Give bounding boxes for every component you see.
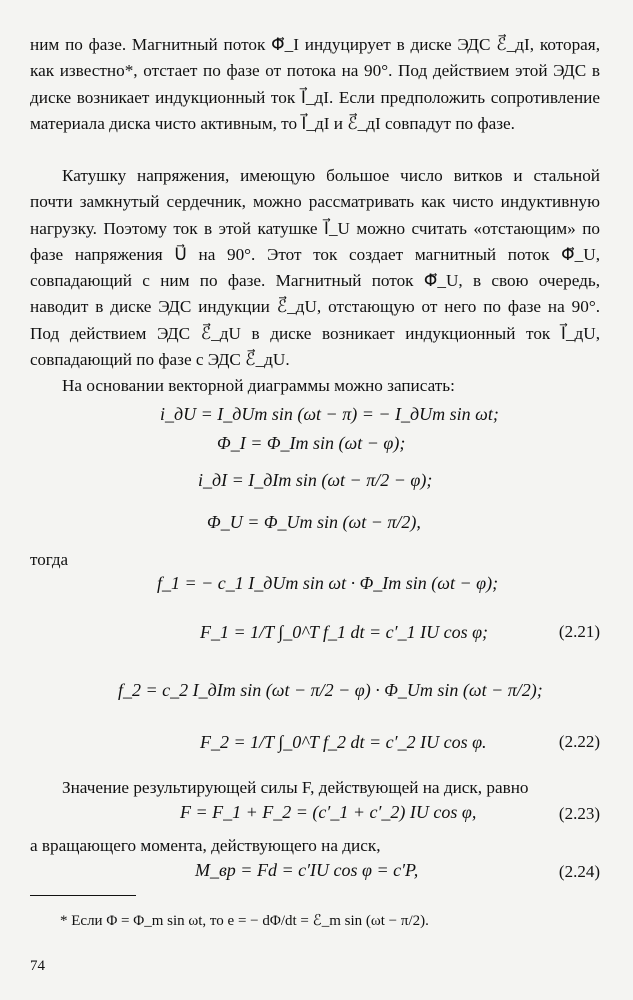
then-label: тогда [30,550,69,569]
equation-F-total: F = F_1 + F_2 = (c′_1 + c′_2) IU cos φ, [180,802,477,822]
equation-F1: F_1 = 1/T ∫_0^T f_1 dt = c′_1 IU cos φ; [200,622,489,642]
equation-f1: f_1 = − c_1 I_дUm sin ωt · Φ_Im sin (ωt − φ); [157,573,499,593]
paragraph-1: ним по фазе. Магнитный поток Φ⃗_I индуцирует в диске ЭДС ℰ⃗_дI, которая, как известно*, отстает по фазе от потока на 90°. Под действием этой ЭДС в диске возникает индукционный ток I⃗_дI. Если предположить сопротивление материала диска чисто активным, то I⃗_дI и ℰ⃗_дI совпадут по фазе. [30,35,600,133]
page-number: 74 [30,958,45,974]
equation-i-di: i_дI = I_дIm sin (ωt − π/2 − φ); [198,470,433,490]
equation-F2: F_2 = 1/T ∫_0^T f_2 dt = c′_2 IU cos φ. [200,732,487,752]
footnote: * Если Φ = Φ_m sin ωt, то e = − dΦ/dt = ℰ_m sin (ωt − π/2). [60,913,429,929]
equation-phi-i: Φ_I = Φ_Im sin (ωt − φ); [217,433,406,453]
equation-number-2-23: (2.23) [558,804,600,823]
equation-phi-u: Φ_U = Φ_Um sin (ωt − π/2), [207,512,421,532]
footnote-rule [30,895,136,896]
equation-i-du: i_дU = I_дUm sin (ωt − π) = − I_дUm sin ωt; [160,404,499,424]
equation-number-2-21: (2.21) [558,622,600,641]
equation-torque: M_вр = Fd = c′IU cos φ = c′P, [195,860,419,880]
equation-number-2-22: (2.22) [558,732,600,751]
equation-number-2-24: (2.24) [558,862,600,881]
equation-f2: f_2 = c_2 I_дIm sin (ωt − π/2 − φ) · Φ_Um sin (ωt − π/2); [118,680,543,700]
paragraph-5: а вращающего момента, действующего на диск, [30,836,381,855]
paragraph-2: Катушку напряжения, имеющую большое число витков и стальной почти замкнутый сердечник, можно рассматривать как чисто индуктивную нагрузку. Поэтому ток в этой катушке I⃗_U можно считать «отстающим» по фазе напряжения U⃗ на 90°. Этот ток создает магнитный поток Φ⃗_U, совпадающий с ним по фазе. Магнитный поток Φ⃗_U, в свою очередь, наводит в диске ЭДС индукции ℰ⃗_дU, отстающую от него по фазе на 90°. Под действием ЭДС ℰ⃗_дU в диске возникает индукционный ток I⃗_дU, совпадающий по фазе с ЭДС ℰ⃗_дU. [30,166,600,370]
paragraph-3: На основании векторной диаграммы можно записать: [62,376,455,395]
paragraph-4: Значение результирующей силы F, действующей на диск, равно [62,778,529,797]
